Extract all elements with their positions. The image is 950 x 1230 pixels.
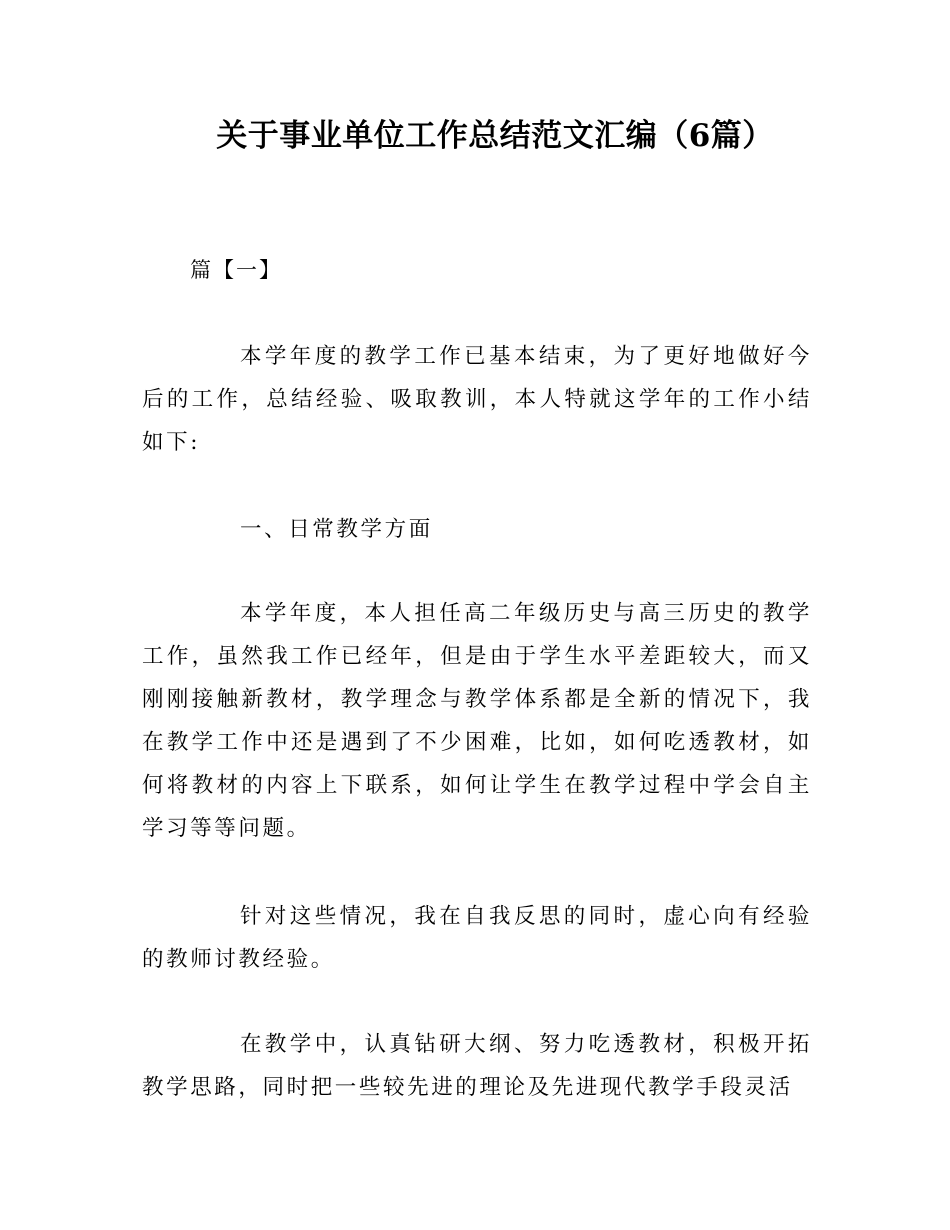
paragraph-intro: 本学年度的教学工作已基本结束，为了更好地做好今后的工作，总结经验、吸取教训，本人特就这学年的工作小结如下: bbox=[142, 344, 812, 455]
section-label: 篇【一】 bbox=[190, 258, 282, 282]
paragraph-teaching-duties: 本学年度，本人担任高二年级历史与高三历史的教学工作，虽然我工作已经年，但是由于学生水平差距较大，而又刚刚接触新教材，教学理念与教学体系都是全新的情况下，我在教学工作中还是遇到了不少困难，比如，如何吃透教材，如何将教材的内容上下联系，如何让学生在教学过程中学会自主学习等等问题。 bbox=[142, 601, 812, 841]
document-title: 关于事业单位工作总结范文汇编（6篇） bbox=[216, 118, 774, 154]
paragraph-reflection: 针对这些情况，我在自我反思的同时，虚心向有经验的教师讨教经验。 bbox=[142, 904, 812, 972]
paragraph-teaching-methods: 在教学中，认真钻研大纲、努力吃透教材，积极开拓教学思路，同时把一些较先进的理论及先进现代教学手段灵活 bbox=[142, 1032, 812, 1100]
subheading-daily-teaching: 一、日常教学方面 bbox=[240, 517, 433, 542]
